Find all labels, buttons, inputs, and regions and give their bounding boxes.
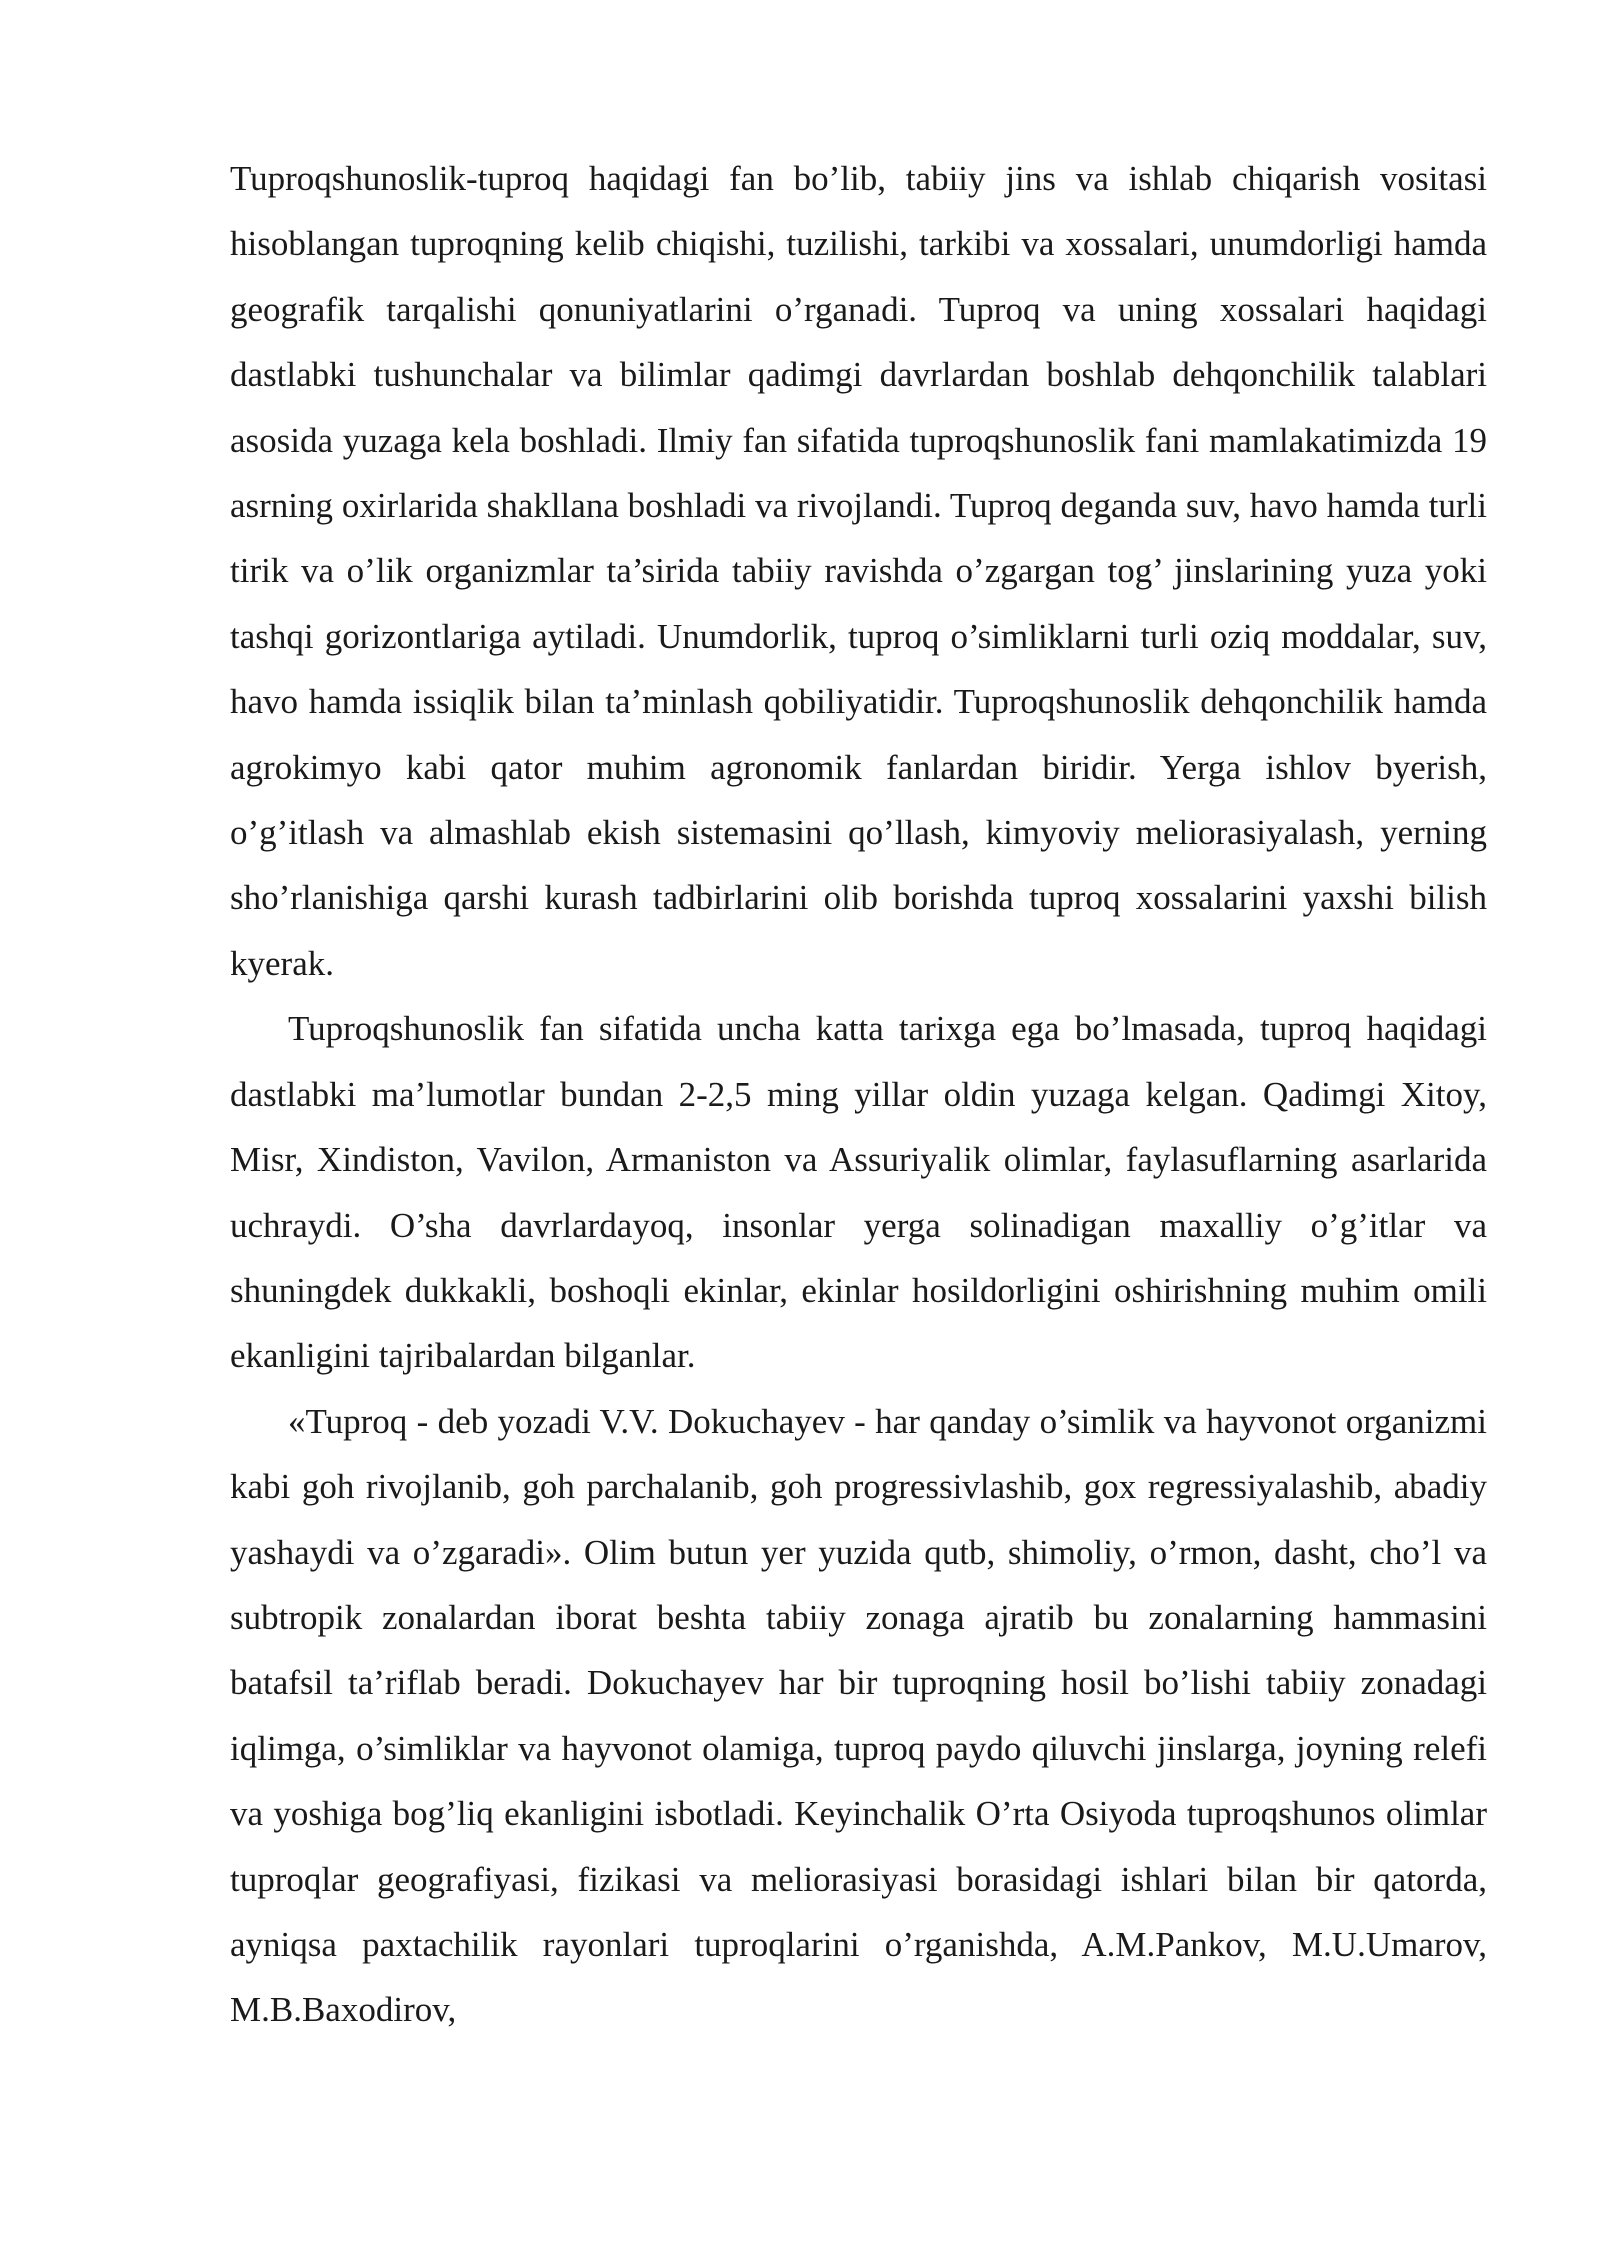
paragraph-dokuchayev: «Tuproq - deb yozadi V.V. Dokuchayev - har qanday o’simlik va hayvonot organizmi kabi goh rivojlanib, goh parchalanib, goh progressivlashib, gox regressiyalashib, abadiy yashaydi va o’zgaradi». Olim butun yer yuzida qutb, shimoliy, o’rmon, dasht, cho’l va subtropik zonalardan iborat beshta tabiiy zonaga ajratib bu zonalarning hammasini batafsil ta’riflab beradi. Dokuchayev har bir tuproqning hosil bo’lishi tabiiy zonadagi iqlimga, o’simliklar va hayvonot olamiga, tuproq paydo qiluvchi jinslarga, joyning relefi va yoshiga bog’liq ekanligini isbotladi. Keyinchalik O’rta Osiyoda tuproqshunos olimlar tuproqlar geografiyasi, fizikasi va meliorasiyasi borasidagi ishlari bilan bir qatorda, ayniqsa paxtachilik rayonlari tuproqlarini o’rganishda, A.M.Pankov, M.U.Umarov, M.B.Baxodirov, xyxy=(230,1401,1487,2030)
paragraph-intro: Tuproqshunoslik-tuproq haqidagi fan bo’lib, tabiiy jins va ishlab chiqarish vositasi hisoblangan tuproqning kelib chiqishi, tuzilishi, tarkibi va xossalari, unumdorligi hamda geografik tarqalishi qonuniyatlarini o’rganadi. Tuproq va uning xossalari haqidagi dastlabki tushunchalar va bilimlar qadimgi davrlardan boshlab dehqonchilik talablari asosida yuzaga kela boshladi. Ilmiy fan sifatida tuproqshunoslik fani mamlakatimizda 19 asrning oxirlarida shakllana boshladi va rivojlandi. Tuproq deganda suv, havo hamda turli tirik va o’lik organizmlar ta’sirida tabiiy ravishda o’zgargan tog’ jinslarining yuza yoki tashqi gorizontlariga aytiladi. Unumdorlik, tuproq o’simliklarni turli oziq moddalar, suv, havo hamda issiqlik bilan ta’minlash qobiliyatidir. Tuproqshunoslik dehqonchilik hamda agrokimyo kabi qator muhim agronomik fanlardan biridir. Yerga ishlov byerish, o’g’itlash va almashlab ekish sistemasini qo’llash, kimyoviy meliorasiyalash, yerning sho’rlanishiga qarshi kurash tadbirlarini olib borishda tuproq xossalarini yaxshi bilish kyerak. xyxy=(230,159,1487,983)
document-page xyxy=(230,146,1487,2043)
paragraph-history: Tuproqshunoslik fan sifatida uncha katta tarixga ega bo’lmasada, tuproq haqidagi dastlabki ma’lumotlar bundan 2-2,5 ming yillar oldin yuzaga kelgan. Qadimgi Xitoy, Misr, Xindiston, Vavilon, Armaniston va Assuriyalik olimlar, faylasuflarning asarlarida uchraydi. O’sha davrlardayoq, insonlar yerga solinadigan maxalliy o’g’itlar va shuningdek dukkakli, boshoqli ekinlar, ekinlar hosildorligini oshirishning muhim omili ekanligini tajribalardan bilganlar. xyxy=(230,1009,1487,1376)
